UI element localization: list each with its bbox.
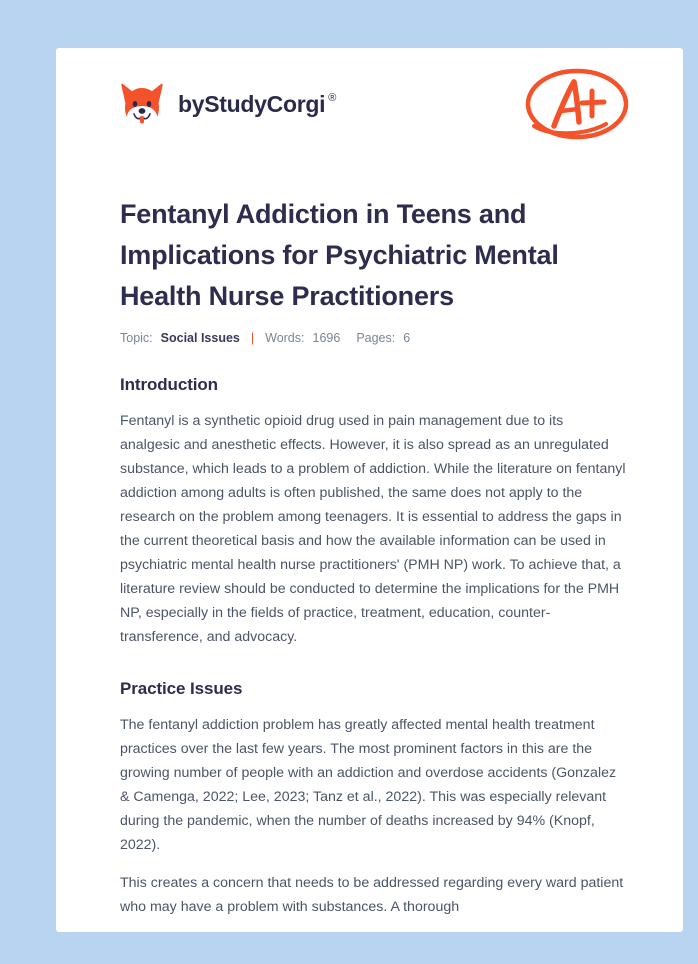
studycorgi-brand[interactable] xyxy=(120,80,336,128)
document-content xyxy=(120,48,626,919)
meta-words-label: Words: xyxy=(265,331,305,345)
meta-separator: | xyxy=(250,331,255,345)
document-page xyxy=(56,48,683,932)
meta-topic-label: Topic: xyxy=(120,331,153,345)
paragraph: The fentanyl addiction problem has greatly affected mental health treatment practices over the last few years. The most prominent factors in this are the growing number of people with an addiction and overdose accidents (Gonzalez & Camenga, 2022; Lee, 2023; Tanz et al., 2022). This was especially relevant during the pandemic, when the number of deaths increased by 94% (Knopf, 2022). xyxy=(120,717,617,853)
brand-prefix: by xyxy=(178,90,205,117)
meta-pages-label: Pages: xyxy=(356,331,396,345)
section-heading-introduction: Introduction xyxy=(120,375,218,394)
document-header xyxy=(120,48,626,160)
meta-pages-value: 6 xyxy=(403,331,411,345)
paragraph: This creates a concern that needs to be addressed regarding every ward patient who may have a problem with substances. A thorough xyxy=(120,875,624,915)
page-title: Fentanyl Addiction in Teens and Implications for Psychiatric Mental Health Nurse Practitioners xyxy=(120,199,559,311)
section-heading-practice-issues: Practice Issues xyxy=(120,679,243,698)
document-meta xyxy=(120,331,626,345)
meta-topic-value[interactable]: Social Issues xyxy=(160,331,240,345)
paragraph: Fentanyl is a synthetic opioid drug used in pain management due to its analgesic and anesthetic effects. However, it is also spread as an unregulated substance, which leads to a problem of addiction. While the literature on fentanyl addiction among adults is often published, the same does not apply to the research on the problem among teenagers. It is essential to address the gaps in the current theoretical basis and how the available information can be used in psychiatric mental health nurse practitioners' (PMH NP) work. To achieve that, a literature review should be conducted to determine the implications for the PMH NP, especially in the fields of practice, treatment, education, counter-transference, and advocacy. xyxy=(120,413,626,645)
registered-trademark-icon: ® xyxy=(328,91,337,104)
brand-name: StudyCorgi xyxy=(204,90,326,117)
a-plus-badge-icon xyxy=(522,64,632,144)
brand-wordmark xyxy=(178,91,336,118)
meta-words-value: 1696 xyxy=(312,331,341,345)
corgi-logo-icon xyxy=(120,80,164,128)
